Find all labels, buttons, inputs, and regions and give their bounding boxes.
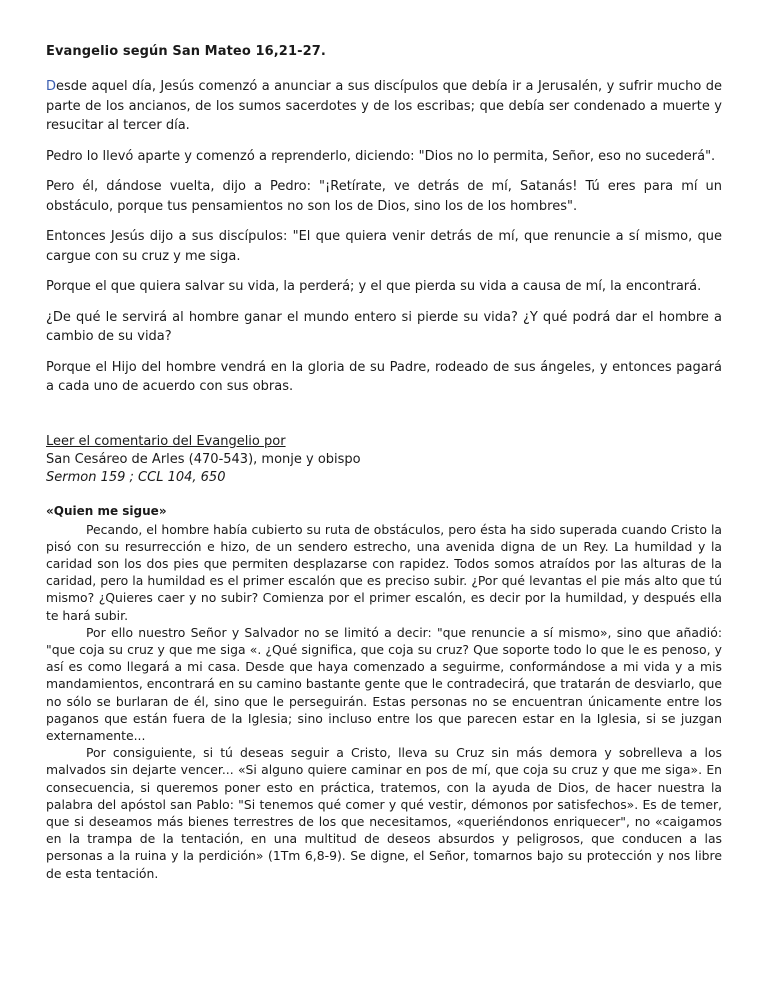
gospel-text xyxy=(46,77,722,397)
gospel-paragraph-3: Pero él, dándose vuelta, dijo a Pedro: "¡Retírate, ve detrás de mí, Satanás! Tú eres para mí un obstáculo, porque tus pensamientos no son los de Dios, sino los de los hombres". xyxy=(46,179,722,214)
commentary-link[interactable]: Leer el comentario del Evangelio por xyxy=(46,433,286,449)
dropcap-initial: D xyxy=(46,79,57,94)
gospel-paragraph-6: ¿De qué le servirá al hombre ganar el mundo entero si pierde su vida? ¿Y qué podrá dar el hombre a cambio de su vida? xyxy=(46,309,722,344)
gospel-paragraph-1 xyxy=(46,77,722,136)
reflection-text xyxy=(46,521,722,882)
gospel-paragraph-4: Entonces Jesús dijo a sus discípulos: "El que quiera venir detrás de mí, que renuncie a sí mismo, que cargue con su cruz y me siga. xyxy=(46,229,722,264)
commentary-source: Sermon 159 ; CCL 104, 650 xyxy=(46,469,226,485)
reflection-paragraph-1: Pecando, el hombre había cubierto su ruta de obstáculos, pero ésta ha sido superada cuando Cristo la pisó con su resurrección e hizo, de un sendero estrecho, una avenida digna de un Rey. La humildad y la caridad son los dos pies que permiten desplazarse con rapidez. Todos somos atraídos por las alturas de la caridad, pero la humildad es el primer escalón que es preciso subir. ¿Por qué levantas el pie más alto que tú mismo? ¿Quieres caer y no subir? Comienza por el primer escalón, es decir por la humildad, y después ella te hará subir. xyxy=(46,521,722,623)
reflection-paragraph-3: Por consiguiente, si tú deseas seguir a Cristo, lleva su Cruz sin más demora y sobrelleva a los malvados sin dejarte vencer... «Si alguno quiere caminar en pos de mí, que coja su cruz y que me siga». En consecuencia, si queremos poner esto en práctica, tratemos, con la ayuda de Dios, de hacer nuestra la palabra del apóstol san Pablo: "Si tenemos qué comer y qué vestir, démonos por satisfechos». Es de temer, que si deseamos más bienes terrestres de los que necesitamos, «queriéndonos enriquecer", no «caigamos en la trampa de la tentación, en una multitud de deseos absurdos y peligrosos, que conducen a las personas a la ruina y la perdición» (1Tm 6,8-9). Se digne, el Señor, tomarnos bajo su protección y nos libre de esta tentación. xyxy=(46,745,722,881)
reflection-paragraph-2: Por ello nuestro Señor y Salvador no se limitó a decir: "que renuncie a sí mismo», sino que añadió: "que coja su cruz y que me siga «. ¿Qué significa, que coja su cruz? Que soporte todo lo que le es penoso, y así es como llegará a mi casa. Desde que haya comenzado a seguirme, conformándose a mi vida y a mis mandamientos, encontrará en su camino bastante gente que le contradecirá, que tratarán de desviarlo, que no sólo se burlaran de él, sino que le perseguirán. Estas personas no se encuentran únicamente entre los paganos que están fuera de la Iglesia; sino incluso entre los que parecen estar en la Iglesia, si se juzgan externamente... xyxy=(46,624,722,743)
commentary-attribution xyxy=(46,433,722,487)
gospel-paragraph-2: Pedro lo llevó aparte y comenzó a reprenderlo, diciendo: "Dios no lo permita, Señor, eso no sucederá". xyxy=(46,148,716,164)
gospel-title: Evangelio según San Mateo 16,21-27. xyxy=(46,44,326,59)
gospel-paragraph-1-rest: esde aquel día, Jesús comenzó a anunciar a sus discípulos que debía ir a Jerusalén, y sufrir mucho de parte de los ancianos, de los sumos sacerdotes y de los escribas; que debía ser condenado a muerte y resucitar al tercer día. xyxy=(46,79,722,133)
gospel-paragraph-5: Porque el que quiera salvar su vida, la perderá; y el que pierda su vida a causa de mí, la encontrará. xyxy=(46,279,702,294)
reflection-title: «Quien me sigue» xyxy=(46,503,167,518)
gospel-paragraph-7: Porque el Hijo del hombre vendrá en la gloria de su Padre, rodeado de sus ángeles, y entonces pagará a cada uno de acuerdo con sus obras. xyxy=(46,359,722,394)
commentary-author: San Cesáreo de Arles (470-543), monje y obispo xyxy=(46,451,361,467)
